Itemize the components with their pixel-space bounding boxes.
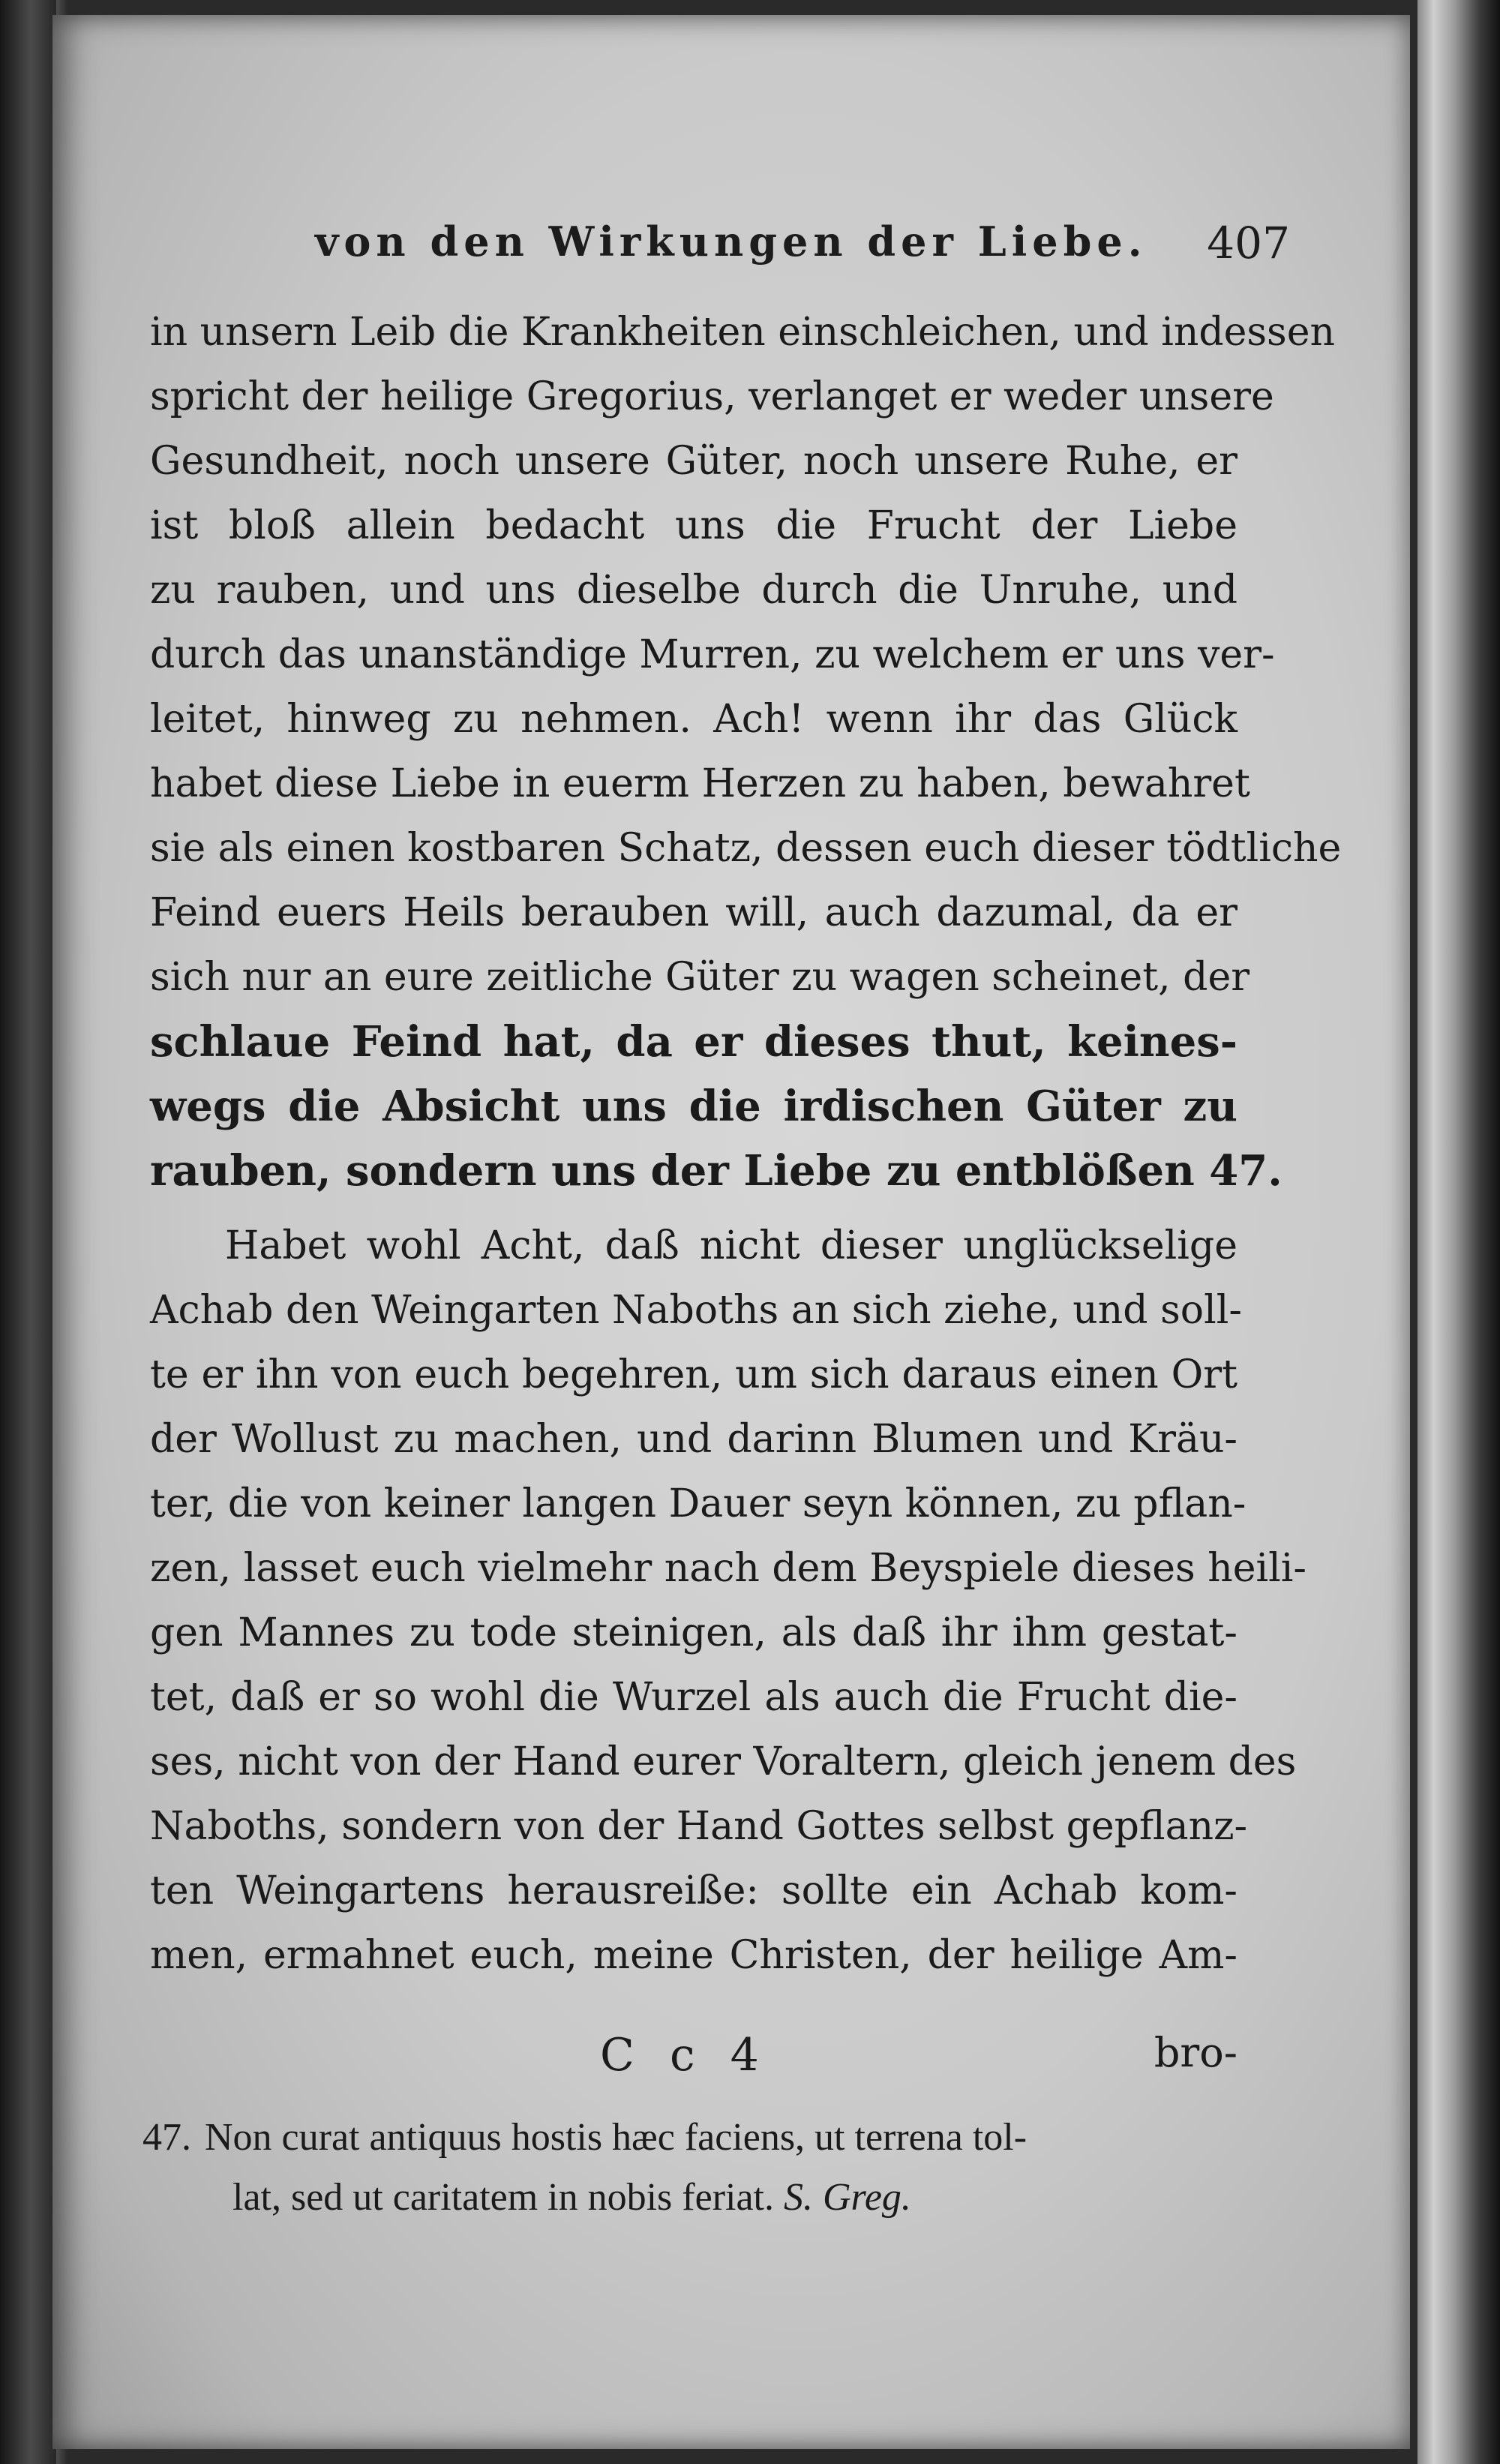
- text-line: ist bloß allein bedacht uns die Frucht der Liebe: [150, 503, 1238, 548]
- text-line: in unsern Leib die Krankheiten einschleichen, und indessen: [150, 310, 1336, 355]
- page-footer: [150, 2029, 1238, 2089]
- text-line: zu rauben, und uns dieselbe durch die Unruhe, und: [150, 568, 1238, 613]
- body-text: [150, 300, 1342, 1988]
- text-line: Achab den Weingarten Naboths an sich ziehe, und soll-: [150, 1288, 1242, 1333]
- text-line: gen Mannes zu tode steinigen, als daß ihr ihm gestat-: [150, 1610, 1238, 1655]
- footnote: [142, 2108, 1238, 2228]
- text-line: Habet wohl Acht, daß nicht dieser unglückselige: [225, 1223, 1238, 1268]
- facing-page-edge: [0, 0, 56, 2464]
- text-line: spricht der heilige Gregorius, verlanget er weder unsere: [150, 374, 1274, 419]
- text-line: men, ermahnet euch, meine Christen, der heilige Am-: [150, 1933, 1238, 1978]
- text-line: ses, nicht von der Hand eurer Voraltern, gleich jenem des: [150, 1739, 1297, 1784]
- signature-mark: C c 4: [600, 2029, 770, 2081]
- text-line: ter, die von keiner langen Dauer seyn können, zu pflan-: [150, 1481, 1246, 1526]
- catchword: bro-: [1154, 2029, 1238, 2076]
- text-line: wegs die Absicht uns die irdischen Güter zu: [150, 1082, 1238, 1131]
- text-line: schlaue Feind hat, da er dieses thut, keines-: [150, 1017, 1238, 1067]
- text-line: ten Weingartens herausreiße: sollte ein Achab kom-: [150, 1868, 1238, 1913]
- text-line: tet, daß er so wohl die Wurzel als auch die Frucht die-: [150, 1675, 1238, 1720]
- text-line: leitet, hinweg zu nehmen. Ach! wenn ihr das Glück: [150, 697, 1238, 742]
- text-line: der Wollust zu machen, und darinn Blumen und Kräu-: [150, 1417, 1238, 1462]
- text-line: te er ihn von euch begehren, um sich daraus einen Ort: [150, 1352, 1238, 1397]
- running-title: von den Wirkungen der Liebe.: [315, 218, 1148, 266]
- footnote-text: lat, sed ut caritatem in nobis feriat.: [232, 2176, 774, 2219]
- page-header: [315, 218, 1290, 278]
- text-line: sie als einen kostbaren Schatz, dessen euch dieser tödtliche: [150, 826, 1342, 871]
- text-line: rauben, sondern uns der Liebe zu entblößen 47.: [150, 1146, 1282, 1196]
- page-edge-shadow: [1418, 0, 1500, 2464]
- text-line: Gesundheit, noch unsere Güter, noch unsere Ruhe, er: [150, 439, 1238, 484]
- text-line: Feind euers Heils berauben will, auch dazumal, da er: [150, 890, 1238, 935]
- footnote-attribution: S. Greg.: [783, 2176, 911, 2219]
- text-line: zen, lasset euch vielmehr nach dem Beyspiele dieses heili-: [150, 1546, 1306, 1591]
- page-number: 407: [1207, 218, 1290, 269]
- text-line: Naboths, sondern von der Hand Gottes selbst gepflanz-: [150, 1804, 1248, 1849]
- footnote-line: [142, 2168, 1238, 2228]
- text-line: habet diese Liebe in euerm Herzen zu haben, bewahret: [150, 761, 1250, 806]
- paragraph-gap: [150, 1203, 1238, 1214]
- footnote-marker: 47.: [142, 2116, 191, 2159]
- text-line: sich nur an eure zeitliche Güter zu wagen scheinet, der: [150, 955, 1250, 1000]
- footnote-line: [142, 2108, 1238, 2168]
- text-line: durch das unanständige Murren, zu welchem er uns ver-: [150, 632, 1275, 677]
- footnote-text: Non curat antiquus hostis hæc faciens, ut terrena tol-: [205, 2116, 1028, 2159]
